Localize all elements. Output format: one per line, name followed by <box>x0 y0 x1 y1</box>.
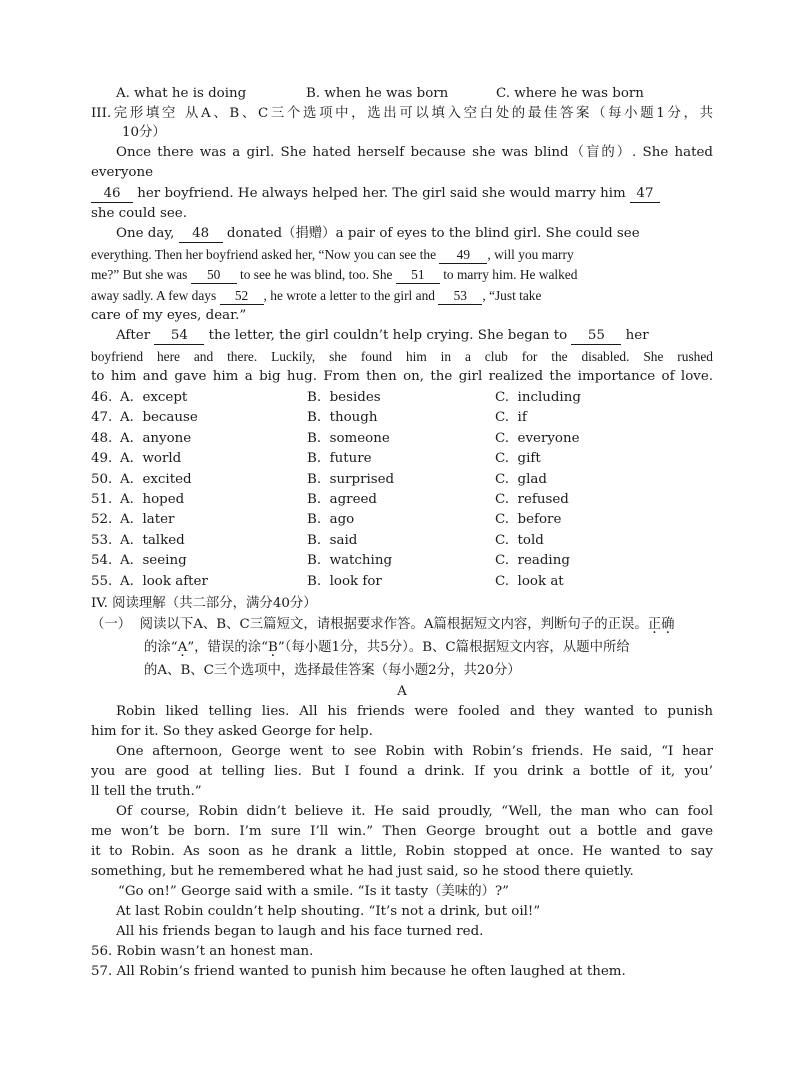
section3-heading-cont: 10分） <box>122 125 166 140</box>
section3-heading: III.完形填空 从A、B、C三个选项中，选出可以填入空白处的最佳答案（每小题1分，共 <box>91 106 713 121</box>
question-option-c: C. told <box>495 532 544 548</box>
question-option-b: B. agreed <box>307 492 377 507</box>
question-number: 51. <box>91 492 113 507</box>
blank-48: 48 <box>179 226 223 243</box>
question-number: 50. <box>91 471 113 487</box>
blank-51: 51 <box>396 267 440 284</box>
blank-55: 55 <box>571 328 621 345</box>
question-number: 55. <box>91 573 113 589</box>
passage-line: care of my eyes, dear.” <box>91 308 247 323</box>
reading-line: him for it. So they asked George for help. <box>91 724 373 739</box>
question-option-a: A. hoped <box>120 492 185 507</box>
reading-line: One afternoon, George went to see Robin with Robin’s friends. He said, “I hear <box>116 744 713 759</box>
question-57: 57. All Robin’s friend wanted to punish him because he often laughed at them. <box>91 964 626 979</box>
reading-line: it to Robin. As soon as he drank a little, Robin stopped at once. He wanted to say <box>91 844 713 859</box>
question-option-c: C. before <box>495 512 562 528</box>
reading-line: At last Robin couldn’t help shouting. “It’s not a drink, but oil!” <box>116 904 541 919</box>
passage-line: boyfriend here and there. Luckily, she found him in a club for the disabled. She rushed <box>91 349 713 364</box>
question-option-a: A. anyone <box>120 430 192 446</box>
reading-line: Robin liked telling lies. All his friends were fooled and they wanted to punish <box>116 704 713 719</box>
question-number: 46. <box>91 390 113 405</box>
reading-line: Of course, Robin didn’t believe it. He said proudly, “Well, the man who can fool <box>116 804 713 819</box>
blank-49: 49 <box>439 247 487 264</box>
passage-line: everyone <box>91 165 153 180</box>
option-c: C. where he was born <box>496 86 644 101</box>
question-option-c: C. gift <box>495 451 541 467</box>
question-option-a: A. talked <box>120 532 185 548</box>
passage-line: me?” But she was 50 to see he was blind, too. She 51 to marry him. He walked <box>91 267 578 282</box>
section4-heading: IV. 阅读理解（共二部分，满分40分） <box>91 596 317 611</box>
reading-line: “Go on!” George said with a smile. “Is it tasty（美味的）?” <box>118 884 509 899</box>
question-option-a: A. later <box>120 512 175 528</box>
question-option-b: B. said <box>307 532 358 548</box>
reading-line: All his friends began to laugh and his face turned red. <box>116 924 484 939</box>
question-option-b: B. though <box>307 410 378 426</box>
question-number: 48. <box>91 430 113 446</box>
question-number: 53. <box>91 532 113 548</box>
question-number: 49. <box>91 451 113 467</box>
question-number: 52. <box>91 512 113 528</box>
reading-line: me won’t be born. I’m sure I’ll win.” Then George brought out a bottle and gave <box>91 824 713 839</box>
passage-line: Once there was a girl. She hated herself because she was blind（盲的）. She hated <box>116 145 713 160</box>
passage-label: A <box>397 684 407 699</box>
blank-53: 53 <box>438 288 482 305</box>
question-number: 54. <box>91 553 113 569</box>
question-option-a: A. seeing <box>120 553 187 569</box>
section4-instruction: （一） 阅读以下A、B、C三篇短文，请根据要求作答。A篇根据短文内容，判断句子的正误。正确 <box>91 617 675 632</box>
question-option-c: C. if <box>495 410 527 426</box>
question-option-b: B. surprised <box>307 471 395 487</box>
option-a: A. what he is doing <box>116 86 247 101</box>
blank-46: 46 <box>91 186 133 203</box>
question-option-b: B. future <box>307 451 372 467</box>
reading-line: something, but he remembered what he had just said, so he stood there quietly. <box>91 864 634 879</box>
blank-47: 47 <box>630 186 660 203</box>
question-option-c: C. look at <box>495 573 564 589</box>
question-option-b: B. look for <box>307 573 382 589</box>
passage-line: One day, 48 donated（捐赠）a pair of eyes to the blind girl. She could see <box>116 226 640 241</box>
question-option-c: C. refused <box>495 492 569 507</box>
passage-line: she could see. <box>91 206 187 221</box>
question-option-b: B. watching <box>307 553 393 569</box>
passage-line: After 54 the letter, the girl couldn’t help crying. She began to 55 her <box>116 328 649 343</box>
passage-line: 46 her boyfriend. He always helped her. The girl said she would marry him 47 <box>91 184 713 204</box>
question-number: 47. <box>91 410 113 426</box>
passage-line: away sadly. A few days 52 , he wrote a letter to the girl and 53 , “Just take <box>91 288 542 303</box>
question-option-b: B. someone <box>307 430 390 446</box>
passage-line: to him and gave him a big hug. From then on, the girl realized the importance of love. <box>91 369 713 384</box>
passage-line: everything. Then her boyfriend asked her, “Now you can see the 49 , will you marry <box>91 247 574 262</box>
question-option-c: C. everyone <box>495 430 580 446</box>
question-option-b: B. ago <box>307 512 355 528</box>
question-option-c: C. including <box>495 390 581 405</box>
question-option-c: C. reading <box>495 553 570 569</box>
question-option-a: A. excited <box>120 471 192 487</box>
blank-50: 50 <box>191 267 237 284</box>
question-56: 56. Robin wasn’t an honest man. <box>91 944 314 959</box>
question-option-a: A. because <box>120 410 198 426</box>
question-option-b: B. besides <box>307 390 381 405</box>
question-option-c: C. glad <box>495 471 547 487</box>
section4-instruction: 的A、B、C三个选项中，选择最佳答案（每小题2分，共20分） <box>144 663 521 678</box>
blank-54: 54 <box>154 328 204 345</box>
question-option-a: A. look after <box>120 573 208 589</box>
section4-instruction: 的涂“A ·”，错误的涂“B ·”（每小题1分，共5分）。B、C篇根据短文内容，从题中所给 <box>144 638 766 658</box>
question-option-a: A. except <box>120 390 188 405</box>
reading-line: ll tell the truth.” <box>91 784 202 799</box>
question-option-a: A. world <box>120 451 182 467</box>
blank-52: 52 <box>220 288 264 305</box>
reading-line: you are good at telling lies. But I found a drink. If you drink a bottle of it, you’ <box>91 764 713 779</box>
option-b: B. when he was born <box>306 86 449 101</box>
